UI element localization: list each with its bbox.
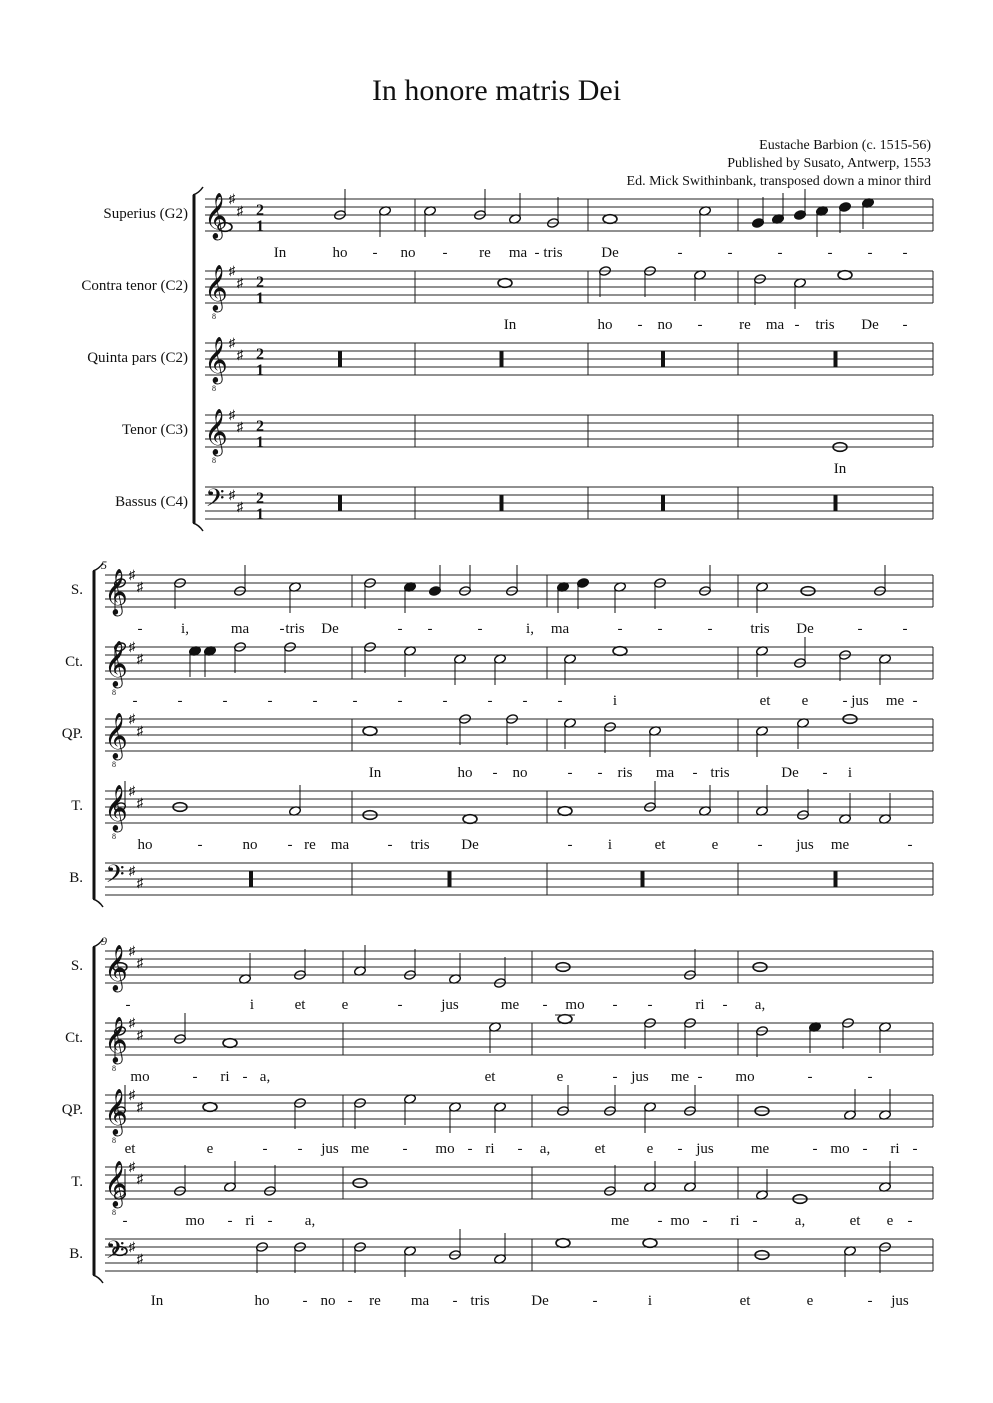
- lyric-syllable: e: [886, 1213, 894, 1229]
- lyric-syllable: -: [757, 837, 763, 853]
- lyric-syllable: no: [512, 765, 528, 781]
- lyric-syllable: In: [503, 317, 517, 333]
- lyric-syllable: -: [442, 693, 448, 709]
- sharp-icon: ♯: [128, 639, 136, 654]
- lyric-syllable: -: [222, 693, 228, 709]
- lyric-syllable: a,: [304, 1213, 316, 1229]
- lyric-syllable: -: [397, 621, 403, 637]
- lyric-syllable: -: [122, 1213, 128, 1229]
- breve-rest: [500, 495, 504, 511]
- time-sig-bottom: 1: [256, 290, 264, 307]
- lyric-syllable: mo: [670, 1213, 690, 1229]
- lyric-syllable: -: [352, 693, 358, 709]
- lyric-syllable: -: [427, 621, 433, 637]
- lyric-syllable: et: [484, 1069, 496, 1085]
- sharp-icon: ♯: [136, 795, 144, 810]
- lyric-syllable: -: [192, 1069, 198, 1085]
- lyric-syllable: tris: [410, 837, 430, 853]
- lyric-syllable: -: [287, 837, 293, 853]
- time-sig-top: 2: [256, 202, 264, 219]
- lyric-syllable: me: [610, 1213, 630, 1229]
- lyric-syllable: me: [885, 693, 905, 709]
- lyric-syllable: -: [912, 693, 918, 709]
- lyric-syllable: -: [452, 1293, 458, 1309]
- lyric-syllable: -: [697, 317, 703, 333]
- octave-mark: 8: [112, 1064, 116, 1073]
- breve-rest: [338, 351, 342, 367]
- sharp-icon: ♯: [136, 1171, 144, 1186]
- treble-clef-icon: 𝄞: [104, 713, 128, 758]
- lyric-syllable: jus: [696, 1141, 714, 1157]
- breve-rest: [249, 871, 253, 887]
- lyric-syllable: -: [907, 1213, 913, 1229]
- lyric-syllable: ri: [485, 1141, 495, 1157]
- lyric-syllable: ho: [332, 245, 348, 261]
- part-name-4: Bassus (C4): [115, 494, 188, 510]
- sharp-icon: ♯: [128, 943, 136, 958]
- part-name-1: Contra tenor (C2): [81, 278, 188, 294]
- lyric-syllable: et: [849, 1213, 861, 1229]
- time-sig-top: 2: [256, 274, 264, 291]
- lyric-syllable: -: [397, 693, 403, 709]
- lyric-syllable: -: [534, 245, 540, 261]
- bracket-bottom: [93, 899, 103, 907]
- lyric-syllable: -: [842, 693, 848, 709]
- lyric-syllable: ri: [730, 1213, 740, 1229]
- sharp-icon: ♯: [236, 203, 244, 218]
- lyric-syllable: -: [617, 621, 623, 637]
- lyric-syllable: re: [739, 317, 751, 333]
- lyric-syllable: -: [657, 1213, 663, 1229]
- lyric-syllable: ri: [220, 1069, 230, 1085]
- lyric-syllable: no: [657, 317, 673, 333]
- lyric-syllable: jus: [891, 1293, 909, 1309]
- lyric-syllable: ma: [230, 621, 250, 637]
- sharp-icon: ♯: [236, 419, 244, 434]
- bracket-bottom: [93, 1275, 103, 1283]
- treble-clef-icon: 𝄞: [104, 945, 128, 990]
- lyric-syllable: mo: [830, 1141, 850, 1157]
- lyric-syllable: -: [902, 317, 908, 333]
- treble-clef-icon: 𝄞: [204, 193, 228, 238]
- part-abbr-0: S.: [70, 958, 83, 974]
- lyric-syllable: ris: [617, 765, 633, 781]
- lyric-syllable: -: [132, 693, 138, 709]
- bass-clef-icon: 𝄢: [105, 861, 125, 894]
- lyric-syllable: -: [387, 837, 393, 853]
- treble-clef-icon: 𝄞: [104, 1017, 128, 1062]
- sharp-icon: ♯: [136, 1251, 144, 1266]
- lyric-syllable: -: [522, 693, 528, 709]
- lyric-syllable: De: [601, 245, 619, 261]
- sharp-icon: ♯: [128, 1015, 136, 1030]
- lyric-syllable: -: [567, 837, 573, 853]
- lyric-syllable: -: [125, 997, 131, 1013]
- time-sig-top: 2: [256, 490, 264, 507]
- lyric-syllable: De: [531, 1293, 549, 1309]
- sharp-icon: ♯: [136, 651, 144, 666]
- bass-clef-icon: 𝄢: [105, 1237, 125, 1270]
- lyric-syllable: a,: [794, 1213, 806, 1229]
- breve-rest: [448, 871, 452, 887]
- lyric-syllable: -: [677, 1141, 683, 1157]
- lyric-syllable: tris: [815, 317, 835, 333]
- whole-note: [558, 807, 572, 816]
- lyric-syllable: ri: [245, 1213, 255, 1229]
- lyric-syllable: e: [711, 837, 719, 853]
- lyric-syllable: mo: [435, 1141, 455, 1157]
- treble-clef-icon: 𝄞: [204, 337, 228, 382]
- bracket-top: [193, 187, 203, 195]
- lyric-syllable: re: [369, 1293, 381, 1309]
- part-abbr-3: T.: [71, 798, 83, 814]
- octave-mark: 8: [212, 312, 216, 321]
- lyric-syllable: -: [597, 765, 603, 781]
- lyric-syllable: no: [242, 837, 258, 853]
- treble-clef-icon: 𝄞: [104, 641, 128, 686]
- lyric-syllable: -: [177, 693, 183, 709]
- sharp-icon: ♯: [228, 335, 236, 350]
- lyric-syllable: De: [796, 621, 814, 637]
- lyric-syllable: -: [477, 621, 483, 637]
- lyric-syllable: -: [567, 765, 573, 781]
- lyric-syllable: jus: [441, 997, 459, 1013]
- lyric-syllable: -: [402, 1141, 408, 1157]
- treble-clef-icon: 𝄞: [204, 409, 228, 454]
- lyric-syllable: mo: [565, 997, 585, 1013]
- sharp-icon: ♯: [236, 275, 244, 290]
- lyric-syllable: -: [907, 837, 913, 853]
- breve-rest: [834, 871, 838, 887]
- treble-clef-icon: 𝄞: [104, 785, 128, 830]
- sharp-icon: ♯: [128, 1239, 136, 1254]
- lyric-syllable: -: [827, 245, 833, 261]
- octave-mark: 8: [112, 832, 116, 841]
- lyric-syllable: tris: [543, 245, 563, 261]
- sharp-icon: ♯: [236, 499, 244, 514]
- lyric-syllable: ma: [410, 1293, 430, 1309]
- part-name-3: Tenor (C3): [121, 422, 188, 438]
- lyric-syllable: -: [297, 1141, 303, 1157]
- lyric-syllable: me: [500, 997, 520, 1013]
- lyric-syllable: tris: [470, 1293, 490, 1309]
- lyric-syllable: -: [647, 997, 653, 1013]
- treble-clef-icon: 𝄞: [104, 1089, 128, 1134]
- lyric-syllable: ma: [330, 837, 350, 853]
- octave-mark: 8: [212, 384, 216, 393]
- treble-clef-icon: 𝄞: [104, 569, 128, 614]
- lyric-syllable: jus: [631, 1069, 649, 1085]
- lyric-syllable: ho: [137, 837, 153, 853]
- lyric-syllable: i: [249, 997, 255, 1013]
- whole-note: [556, 1239, 570, 1248]
- lyric-syllable: ri: [695, 997, 705, 1013]
- lyric-syllable: -: [372, 245, 378, 261]
- lyric-syllable: -: [902, 245, 908, 261]
- part-abbr-4: B.: [69, 870, 83, 886]
- lyric-syllable: a,: [754, 997, 766, 1013]
- measure-number: 5: [101, 558, 107, 572]
- sharp-icon: ♯: [136, 579, 144, 594]
- breve-rest: [834, 495, 838, 511]
- treble-clef-icon: 𝄞: [104, 1161, 128, 1206]
- lyric-syllable: et: [594, 1141, 606, 1157]
- lyric-syllable: i: [847, 765, 853, 781]
- lyric-syllable: ho: [457, 765, 473, 781]
- lyric-syllable: -: [752, 1213, 758, 1229]
- lyric-syllable: -: [902, 621, 908, 637]
- editor-credit: Ed. Mick Swithinbank, transposed down a minor third: [626, 174, 931, 189]
- lyric-syllable: -: [517, 1141, 523, 1157]
- lyric-syllable: -: [612, 1069, 618, 1085]
- lyric-syllable: -: [262, 1141, 268, 1157]
- breve-rest: [641, 871, 645, 887]
- sharp-icon: ♯: [228, 407, 236, 422]
- whole-note: [603, 215, 617, 224]
- lyric-syllable: mo: [735, 1069, 755, 1085]
- lyric-syllable: -: [794, 317, 800, 333]
- lyric-syllable: et: [124, 1141, 136, 1157]
- lyric-syllable: -: [467, 1141, 473, 1157]
- lyric-syllable: -: [197, 837, 203, 853]
- lyric-syllable: -: [657, 621, 663, 637]
- lyric-syllable: -: [862, 1141, 868, 1157]
- lyric-syllable: tris: [750, 621, 770, 637]
- sharp-icon: ♯: [136, 723, 144, 738]
- time-sig-top: 2: [256, 346, 264, 363]
- publisher-credit: Published by Susato, Antwerp, 1553: [727, 156, 931, 171]
- part-abbr-2: QP.: [61, 726, 83, 742]
- lyric-syllable: -: [697, 1069, 703, 1085]
- lyric-syllable: e: [556, 1069, 564, 1085]
- lyric-syllable: -: [677, 245, 683, 261]
- lyric-syllable: -: [442, 245, 448, 261]
- lyric-syllable: jus: [851, 693, 869, 709]
- whole-note: [558, 1015, 572, 1024]
- lyric-syllable: i: [612, 693, 618, 709]
- sharp-icon: ♯: [236, 347, 244, 362]
- bracket-bottom: [193, 523, 203, 531]
- lyric-syllable: -: [822, 765, 828, 781]
- lyric-syllable: -: [692, 765, 698, 781]
- lyric-syllable: re: [479, 245, 491, 261]
- whole-note: [363, 727, 377, 736]
- lyric-syllable: -: [807, 1069, 813, 1085]
- lyric-syllable: De: [861, 317, 879, 333]
- bass-clef-icon: 𝄢: [205, 485, 225, 518]
- lyric-syllable: -: [557, 693, 563, 709]
- lyric-syllable: -: [312, 693, 318, 709]
- lyric-syllable: In: [368, 765, 382, 781]
- lyric-syllable: i,: [526, 621, 534, 637]
- sharp-icon: ♯: [128, 711, 136, 726]
- lyric-syllable: i: [647, 1293, 653, 1309]
- lyric-syllable: me: [830, 837, 850, 853]
- sharp-icon: ♯: [136, 1027, 144, 1042]
- lyric-syllable: -: [707, 621, 713, 637]
- lyric-syllable: jus: [796, 837, 814, 853]
- measure-number: 9: [101, 934, 107, 948]
- lyric-syllable: In: [833, 461, 847, 477]
- sharp-icon: ♯: [128, 863, 136, 878]
- time-sig-top: 2: [256, 418, 264, 435]
- lyric-syllable: In: [150, 1293, 164, 1309]
- lyric-syllable: e: [801, 693, 809, 709]
- lyric-syllable: et: [739, 1293, 751, 1309]
- lyric-syllable: -: [812, 1141, 818, 1157]
- lyric-syllable: -: [702, 1213, 708, 1229]
- composer-credit: Eustache Barbion (c. 1515-56): [759, 138, 931, 153]
- lyric-syllable: tris: [710, 765, 730, 781]
- whole-note: [463, 815, 477, 824]
- sharp-icon: ♯: [228, 263, 236, 278]
- lyric-syllable: et: [759, 693, 771, 709]
- lyric-syllable: ho: [254, 1293, 270, 1309]
- breve-rest: [500, 351, 504, 367]
- lyric-syllable: et: [654, 837, 666, 853]
- part-name-2: Quinta pars (C2): [87, 350, 188, 366]
- lyric-syllable: e: [646, 1141, 654, 1157]
- treble-clef-icon: 𝄞: [204, 265, 228, 310]
- lyric-syllable: e: [806, 1293, 814, 1309]
- page-title: In honore matris Dei: [371, 74, 622, 107]
- lyric-syllable: De: [781, 765, 799, 781]
- lyric-syllable: -: [777, 245, 783, 261]
- lyric-syllable: -: [242, 1069, 248, 1085]
- lyric-syllable: ma: [550, 621, 570, 637]
- lyric-syllable: -: [302, 1293, 308, 1309]
- lyric-syllable: re: [304, 837, 316, 853]
- whole-note: [643, 1239, 657, 1248]
- lyric-syllable: ma: [508, 245, 528, 261]
- lyric-syllable: a,: [539, 1141, 551, 1157]
- sharp-icon: ♯: [128, 783, 136, 798]
- lyric-syllable: mo: [185, 1213, 205, 1229]
- lyric-syllable: -: [857, 621, 863, 637]
- part-abbr-0: S.: [70, 582, 83, 598]
- lyric-syllable: tris: [285, 621, 305, 637]
- sharp-icon: ♯: [228, 487, 236, 502]
- lyric-syllable: i,: [181, 621, 189, 637]
- lyric-syllable: jus: [321, 1141, 339, 1157]
- sharp-icon: ♯: [128, 567, 136, 582]
- whole-note: [613, 647, 627, 656]
- lyric-syllable: -: [267, 693, 273, 709]
- lyric-syllable: no: [320, 1293, 336, 1309]
- part-abbr-1: Ct.: [65, 1030, 83, 1046]
- lyric-syllable: e: [341, 997, 349, 1013]
- lyric-syllable: -: [347, 1293, 353, 1309]
- sharp-icon: ♯: [136, 955, 144, 970]
- lyric-syllable: me: [350, 1141, 370, 1157]
- lyric-syllable: a,: [259, 1069, 271, 1085]
- part-abbr-3: T.: [71, 1174, 83, 1190]
- lyric-syllable: -: [137, 621, 143, 637]
- sharp-icon: ♯: [128, 1087, 136, 1102]
- lyric-syllable: -: [487, 693, 493, 709]
- breve-rest: [338, 495, 342, 511]
- octave-mark: 8: [112, 1136, 116, 1145]
- lyric-syllable: -: [867, 1293, 873, 1309]
- sharp-icon: ♯: [136, 1099, 144, 1114]
- lyric-syllable: -: [492, 765, 498, 781]
- whole-note: [203, 1103, 217, 1112]
- lyric-syllable: -: [612, 997, 618, 1013]
- lyric-syllable: -: [867, 1069, 873, 1085]
- octave-mark: 8: [112, 1208, 116, 1217]
- lyric-syllable: mo: [130, 1069, 150, 1085]
- lyric-syllable: -: [637, 317, 643, 333]
- lyric-syllable: ma: [765, 317, 785, 333]
- breve-rest: [661, 495, 665, 511]
- whole-note: [223, 1039, 237, 1048]
- lyric-syllable: -: [727, 245, 733, 261]
- part-abbr-2: QP.: [61, 1102, 83, 1118]
- lyric-syllable: ma: [655, 765, 675, 781]
- time-sig-bottom: 1: [256, 506, 264, 523]
- whole-note: [838, 271, 852, 280]
- part-abbr-1: Ct.: [65, 654, 83, 670]
- breve-rest: [834, 351, 838, 367]
- lyric-syllable: i: [607, 837, 613, 853]
- time-sig-bottom: 1: [256, 218, 264, 235]
- sharp-icon: ♯: [228, 191, 236, 206]
- lyric-syllable: De: [461, 837, 479, 853]
- octave-mark: 8: [112, 688, 116, 697]
- lyric-syllable: me: [670, 1069, 690, 1085]
- time-sig-bottom: 1: [256, 434, 264, 451]
- lyric-syllable: e: [206, 1141, 214, 1157]
- octave-mark: 8: [112, 760, 116, 769]
- lyric-syllable: -: [912, 1141, 918, 1157]
- lyric-syllable: -: [722, 997, 728, 1013]
- lyric-syllable: me: [750, 1141, 770, 1157]
- lyric-syllable: -: [592, 1293, 598, 1309]
- sharp-icon: ♯: [136, 875, 144, 890]
- lyric-syllable: no: [400, 245, 416, 261]
- octave-mark: 8: [212, 456, 216, 465]
- lyric-syllable: -: [227, 1213, 233, 1229]
- lyric-syllable: In: [273, 245, 287, 261]
- lyric-syllable: -: [397, 997, 403, 1013]
- part-abbr-4: B.: [69, 1246, 83, 1262]
- breve-rest: [661, 351, 665, 367]
- part-name-0: Superius (G2): [103, 206, 188, 222]
- lyric-syllable: -: [867, 245, 873, 261]
- lyric-syllable: ho: [597, 317, 613, 333]
- time-sig-bottom: 1: [256, 362, 264, 379]
- sharp-icon: ♯: [128, 1159, 136, 1174]
- lyric-syllable: et: [294, 997, 306, 1013]
- lyric-syllable: -: [279, 621, 285, 637]
- lyric-syllable: ri: [890, 1141, 900, 1157]
- lyric-syllable: De: [321, 621, 339, 637]
- lyric-syllable: -: [542, 997, 548, 1013]
- whole-note: [498, 279, 512, 288]
- lyric-syllable: -: [267, 1213, 273, 1229]
